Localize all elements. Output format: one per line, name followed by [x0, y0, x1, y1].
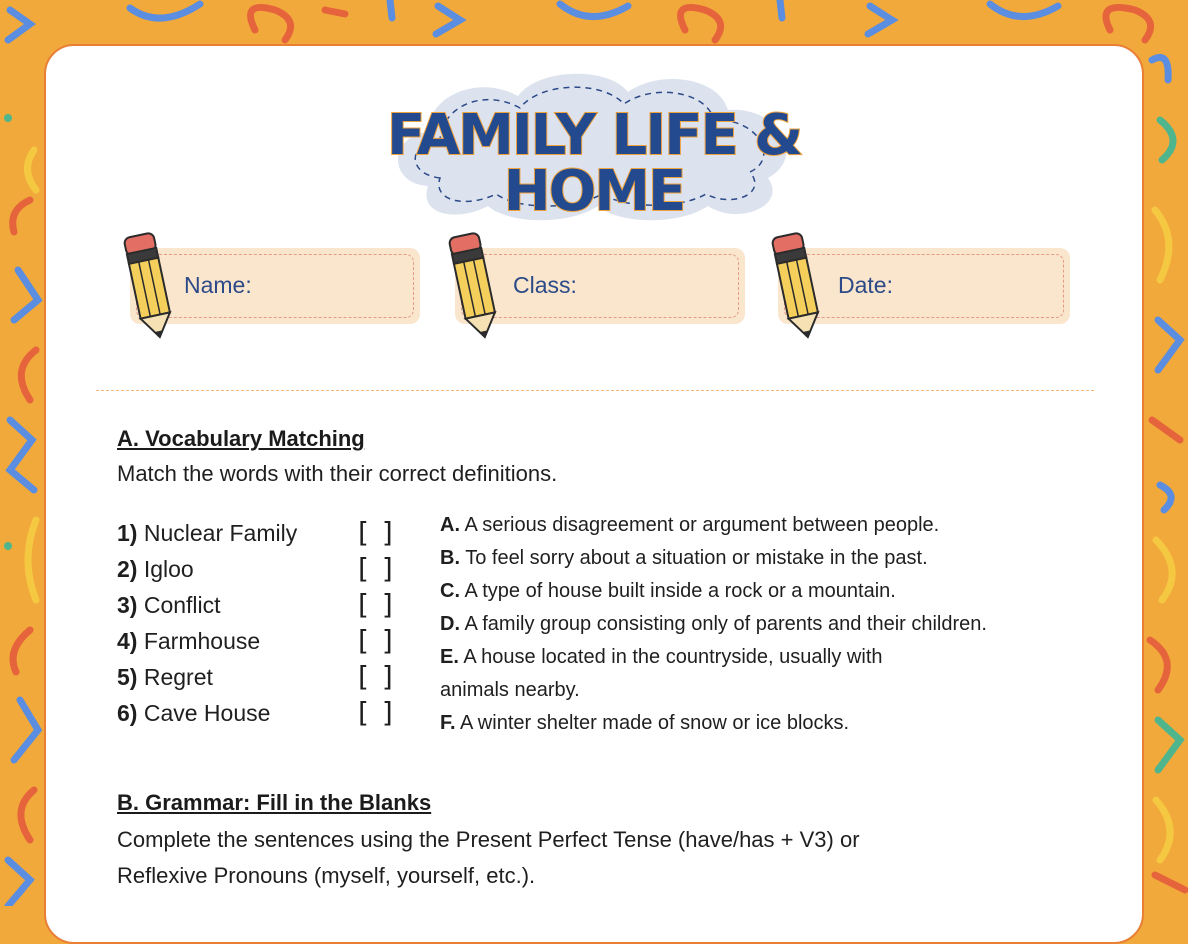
definition-text: A winter shelter made of snow or ice blocks.	[460, 712, 850, 734]
definition-text: To feel sorry about a situation or mistake in the past.	[465, 547, 928, 569]
name-label: Name:	[184, 272, 252, 298]
pencil-icon	[120, 230, 180, 342]
word-text: Nuclear Family	[143, 520, 298, 546]
definition-letter: F.	[440, 712, 456, 734]
definition-letter: A.	[440, 514, 460, 536]
word-item	[117, 520, 297, 547]
word-number: 2)	[117, 556, 138, 582]
definition-item	[440, 646, 883, 669]
section-a-instruction: Match the words with their correct definitions.	[117, 461, 558, 486]
answer-bracket[interactable]: [ ]	[358, 696, 395, 729]
answer-bracket[interactable]: [ ]	[358, 516, 395, 549]
word-number: 6)	[117, 700, 138, 726]
class-label: Class:	[513, 272, 577, 298]
word-item	[117, 628, 260, 655]
answer-bracket[interactable]: [ ]	[358, 624, 395, 657]
definition-letter: C.	[440, 580, 460, 602]
answer-bracket[interactable]: [ ]	[358, 588, 395, 621]
section-divider	[96, 390, 1094, 391]
word-text: Regret	[143, 664, 213, 690]
word-number: 5)	[117, 664, 138, 690]
answer-bracket[interactable]: [ ]	[358, 660, 395, 693]
definition-item	[440, 547, 928, 570]
definition-item	[440, 712, 849, 735]
page-title: FAMILY LIFE & HOME	[386, 103, 802, 224]
definition-text: A house located in the countryside, usually with	[463, 646, 883, 668]
definition-text: A serious disagreement or argument between people.	[464, 514, 940, 536]
word-text: Cave House	[143, 700, 271, 726]
definition-continuation: animals nearby.	[440, 679, 580, 701]
name-field[interactable]	[130, 248, 420, 324]
word-number: 1)	[117, 520, 138, 546]
section-b-instruction-line2: Reflexive Pronouns (myself, yourself, etc.).	[117, 863, 536, 888]
class-field[interactable]	[455, 248, 745, 324]
definition-item	[440, 580, 896, 603]
word-text: Farmhouse	[143, 628, 261, 654]
section-b-instruction-line1: Complete the sentences using the Present Perfect Tense (have/has + V3) or	[117, 827, 860, 852]
definition-letter: E.	[440, 646, 459, 668]
section-b-title: B. Grammar: Fill in the Blanks	[117, 790, 432, 815]
definition-letter: B.	[440, 547, 460, 569]
answer-bracket[interactable]: [ ]	[358, 552, 395, 585]
word-number: 4)	[117, 628, 138, 654]
date-field[interactable]	[778, 248, 1070, 324]
word-item	[117, 592, 221, 619]
pencil-icon	[768, 230, 828, 342]
word-number: 3)	[117, 592, 138, 618]
definition-letter: D.	[440, 613, 460, 635]
word-text: Igloo	[143, 556, 194, 582]
definition-item	[440, 613, 987, 636]
word-item	[117, 664, 213, 691]
word-item	[117, 700, 270, 727]
definition-item	[440, 514, 939, 537]
pencil-icon	[445, 230, 505, 342]
word-item	[117, 556, 194, 583]
word-text: Conflict	[143, 592, 221, 618]
definition-text: A type of house built inside a rock or a mountain.	[464, 580, 896, 602]
section-a-title: A. Vocabulary Matching	[117, 426, 365, 451]
date-label: Date:	[838, 272, 893, 298]
definition-text: A family group consisting only of parents and their children.	[464, 613, 987, 635]
